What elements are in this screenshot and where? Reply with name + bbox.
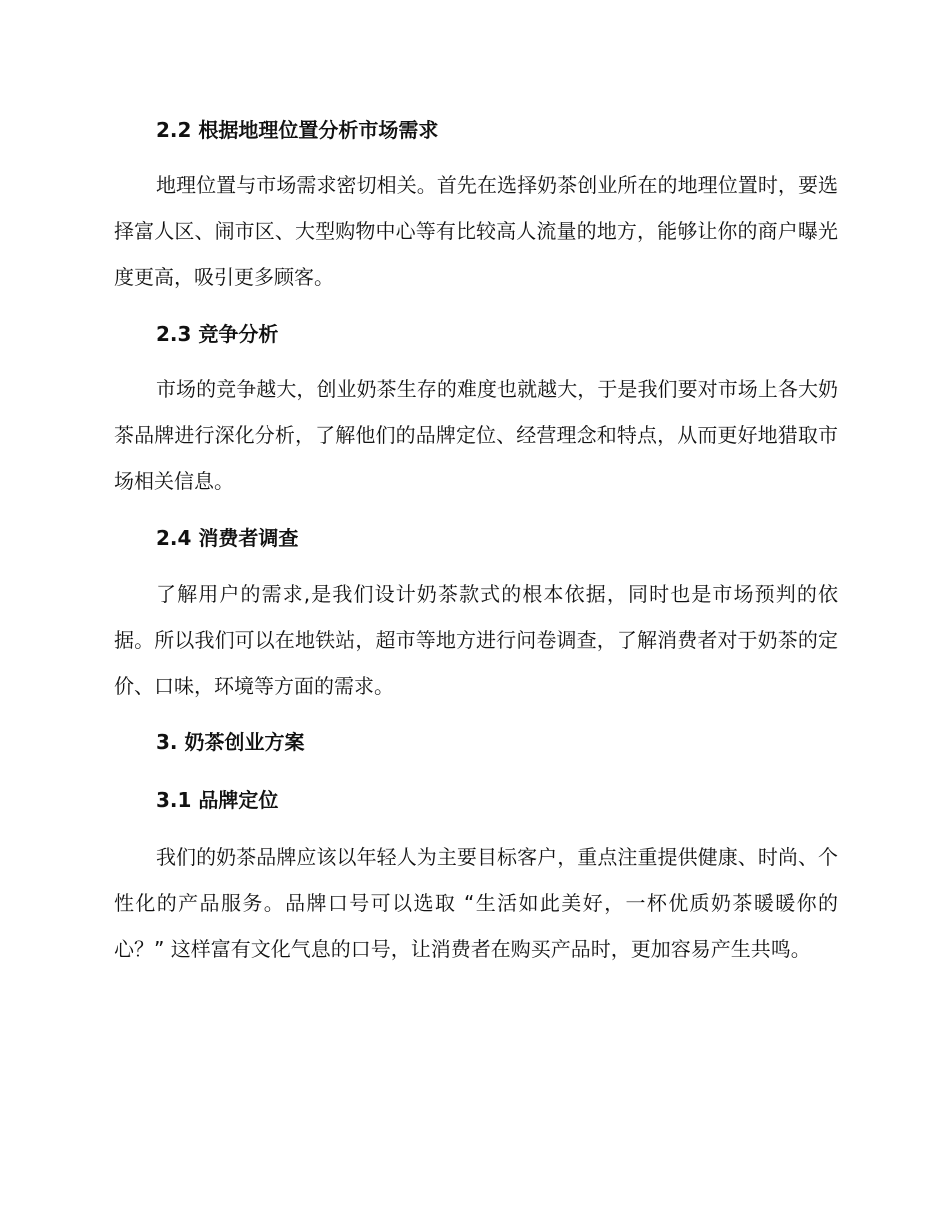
section-paragraph-3-1: 我们的奶茶品牌应该以年轻人为主要目标客户，重点注重提供健康、时尚、个性化的产品服务。品牌口号可以选取 “生活如此美好，一杯优质奶茶暖暖你的心？” 这样富有文化气息的口号，让消费者在购买产品时，更加容易产生共鸣。 [114, 845, 838, 961]
section-heading-3: 3. 奶茶创业方案 [156, 730, 305, 754]
section-heading-2-4: 2.4 消费者调查 [156, 526, 299, 550]
section-heading-2-3: 2.3 竞争分析 [156, 322, 279, 346]
section-heading-3-1: 3.1 品牌定位 [156, 788, 279, 812]
section-paragraph-2-2: 地理位置与市场需求密切相关。首先在选择奶茶创业所在的地理位置时，要选择富人区、闹市区、大型购物中心等有比较高人流量的地方，能够让你的商户曝光度更高，吸引更多顾客。 [114, 173, 838, 289]
section-paragraph-2-3: 市场的竞争越大，创业奶茶生存的难度也就越大，于是我们要对市场上各大奶茶品牌进行深化分析，了解他们的品牌定位、经营理念和特点，从而更好地猎取市场相关信息。 [114, 377, 838, 493]
section-heading-2-2: 2.2 根据地理位置分析市场需求 [156, 118, 439, 142]
section-paragraph-2-4: 了解用户的需求,是我们设计奶茶款式的根本依据，同时也是市场预判的依据。所以我们可以在地铁站，超市等地方进行问卷调查，了解消费者对于奶茶的定价、口味，环境等方面的需求。 [114, 582, 838, 698]
